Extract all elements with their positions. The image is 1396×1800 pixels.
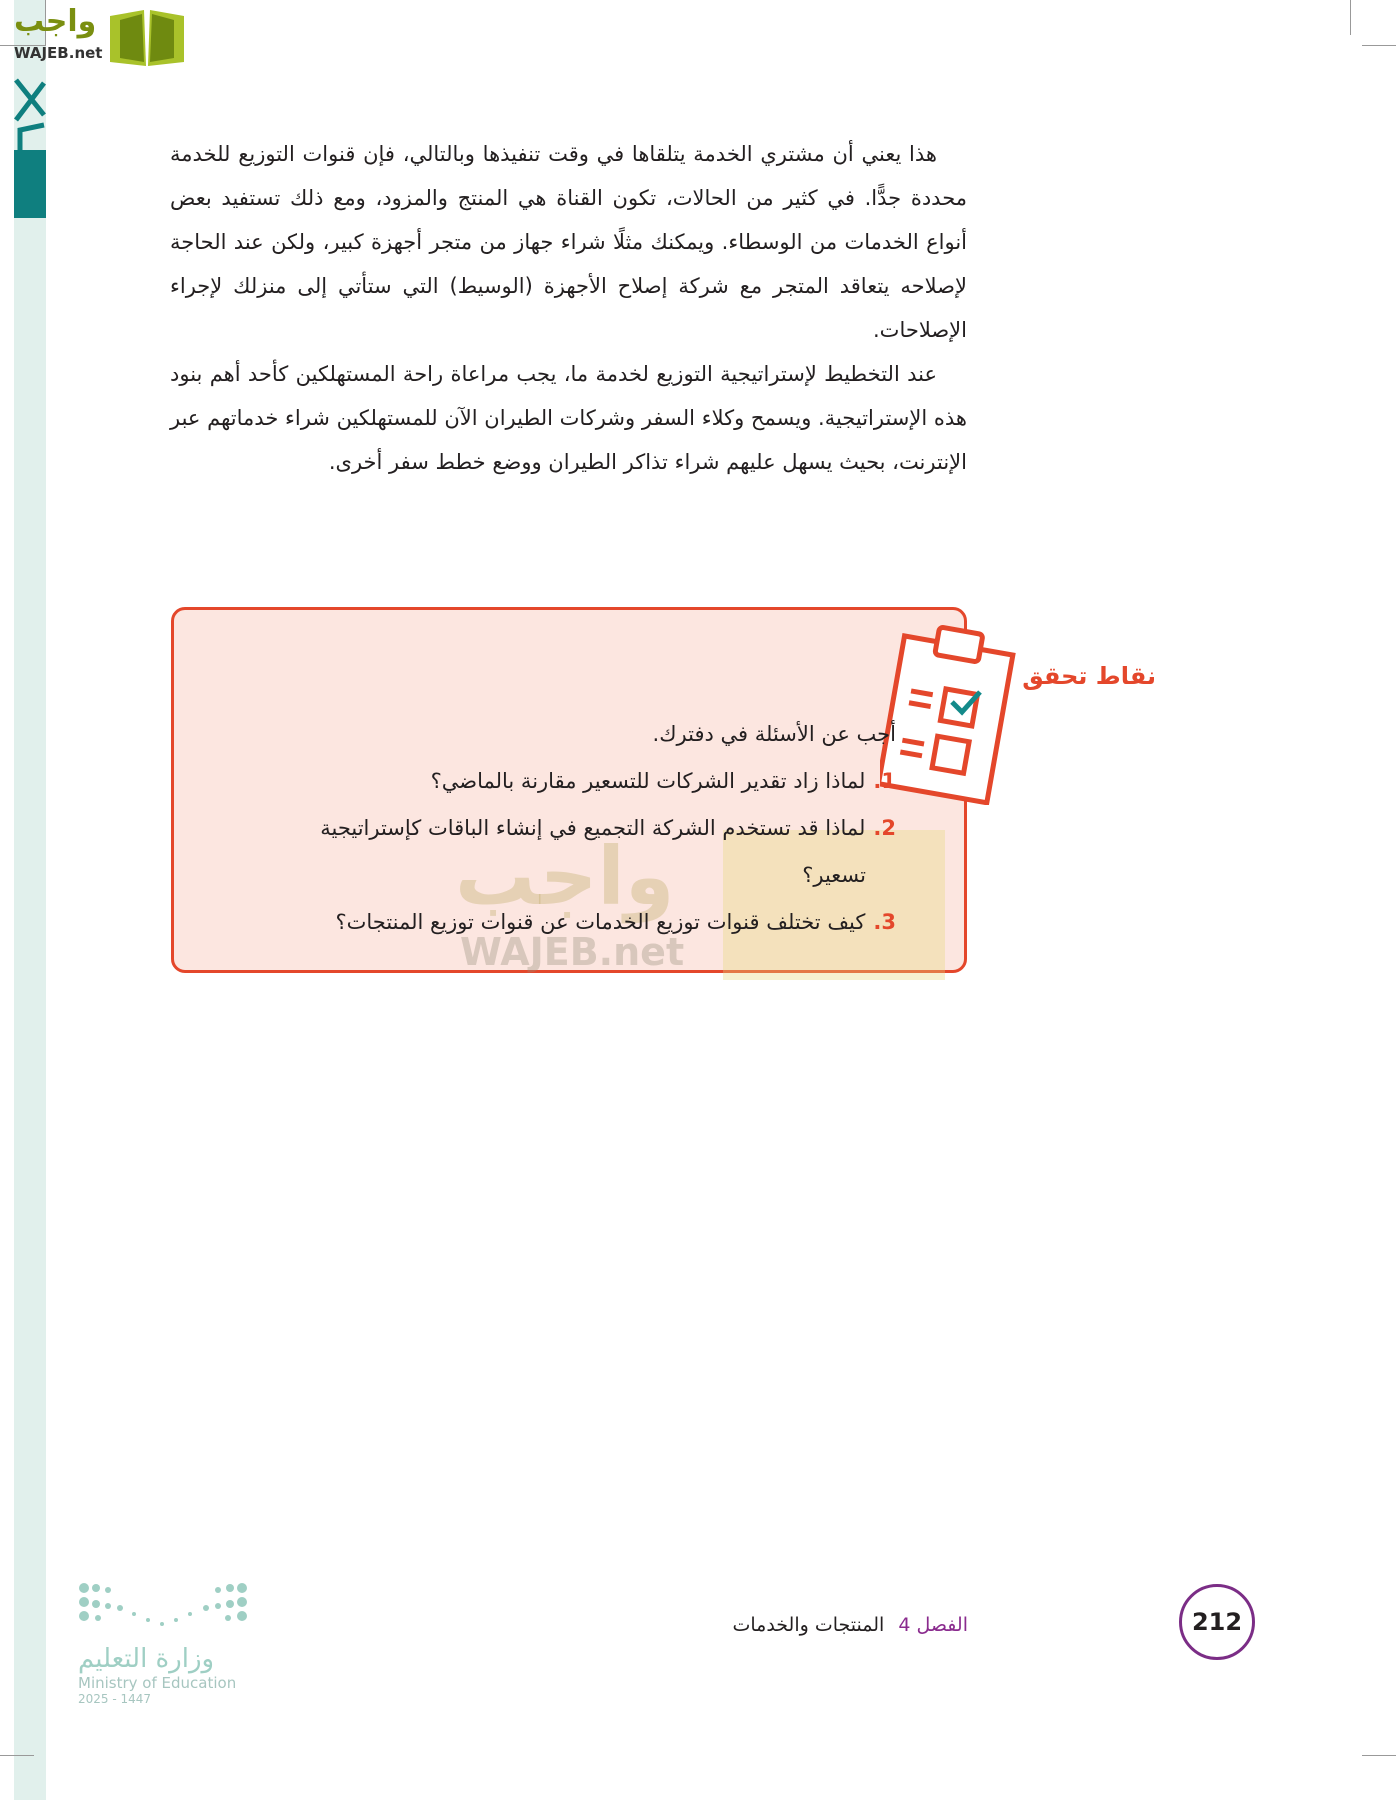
- chapter-label: الفصل 4: [898, 1614, 968, 1636]
- question-number: 1.: [873, 769, 896, 793]
- crop-mark: [0, 1755, 34, 1756]
- crop-mark: [1362, 45, 1396, 46]
- watermark-latin: WAJEB.net: [460, 930, 685, 974]
- logo-latin: WAJEB.net: [14, 44, 103, 62]
- logo-arabic: واجب: [14, 4, 97, 39]
- question-2: [320, 816, 896, 840]
- ministry-english: Ministry of Education: [78, 1674, 237, 1692]
- question-2-continued: تسعير؟: [802, 863, 866, 887]
- ministry-logo: [78, 1582, 248, 1706]
- question-number: 3.: [873, 910, 896, 934]
- page-number: 212: [1179, 1584, 1255, 1660]
- paragraph: هذا يعني أن مشتري الخدمة يتلقاها في وقت تنفيذها وبالتالي، فإن قنوات التوزيع للخدمة محددة جدًّا. في كثير من الحالات، تكون القناة هي المنتج والمزود، ومع ذلك تستفيد بعض أنواع الخدمات من الوسطاء. ويمكنك مثلًا شراء جهاز من متجر أجهزة كبير، ولكن عند الحاجة لإصلاحه يتعاقد المتجر مع شركة إصلاح الأجهزة (الوسيط) التي ستأتي إلى منزلك لإجراء الإصلاحات.: [170, 142, 967, 342]
- crop-mark: [1362, 1755, 1396, 1756]
- watermark: واجب: [455, 830, 675, 923]
- ministry-arabic: وزارة التعليم: [78, 1644, 215, 1674]
- book-icon: [106, 6, 188, 66]
- pattern-icon: [14, 75, 46, 150]
- checkpoint-instruction: أجب عن الأسئلة في دفترك.: [652, 722, 896, 746]
- paragraph: عند التخطيط لإستراتيجية التوزيع لخدمة ما، يجب مراعاة راحة المستهلكين كأحد أهم بنود هذه الإستراتيجية. ويسمح وكلاء السفر وشركات الطيران الآن للمستهلكين شراء خدماتهم عبر الإنترنت، بحيث يسهل عليهم شراء تذاكر الطيران ووضع خطط سفر أخرى.: [170, 362, 967, 474]
- question-1: [431, 769, 896, 793]
- checkpoint-title: نقاط تحقق: [1022, 662, 1156, 690]
- body-text: [170, 132, 967, 484]
- question-text: لماذا زاد تقدير الشركات للتسعير مقارنة بالماضي؟: [430, 769, 866, 793]
- dots-icon: [78, 1582, 248, 1642]
- question-text: كيف تختلف قنوات توزيع الخدمات عن قنوات توزيع المنتجات؟: [335, 910, 866, 934]
- wajeb-logo[interactable]: [10, 4, 190, 66]
- question-number: 2.: [873, 816, 896, 840]
- clipboard-icon: [880, 620, 1020, 805]
- question-text: لماذا قد تستخدم الشركة التجميع في إنشاء الباقات كإستراتيجية: [320, 816, 866, 840]
- chapter-title: المنتجات والخدمات: [732, 1614, 885, 1636]
- question-3: [335, 910, 896, 934]
- crop-mark: [1350, 0, 1351, 35]
- side-strip-block: [14, 150, 46, 218]
- side-strip: [14, 0, 46, 1800]
- ministry-year: 2025 - 1447: [78, 1692, 152, 1706]
- watermark-book: [723, 830, 945, 980]
- chapter-footer: [732, 1614, 968, 1636]
